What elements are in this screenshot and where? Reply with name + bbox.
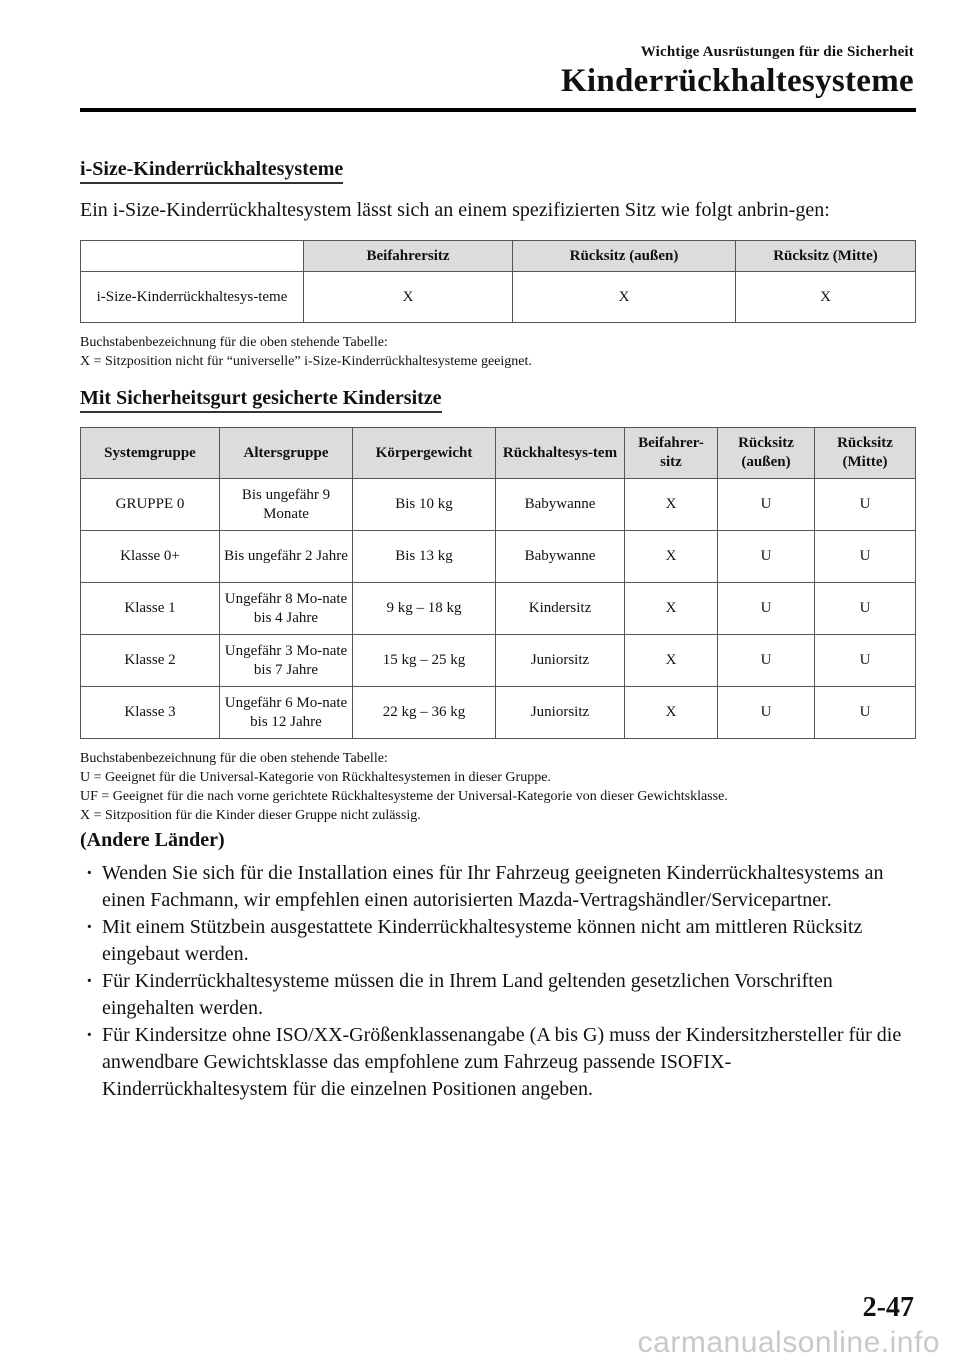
table-header-row [81, 428, 916, 479]
legend-line: X = Sitzposition nicht für “universelle” i-Size-Kinderrückhaltesysteme geeignet. [80, 354, 532, 369]
table-cell: X [736, 272, 916, 323]
table-legend [80, 333, 916, 371]
table-cell: Klasse 0+ [81, 531, 220, 583]
legend-line: Buchstabenbezeichnung für die oben stehende Tabelle: [80, 335, 388, 350]
table-cell: GRUPPE 0 [81, 479, 220, 531]
table-cell: U [718, 583, 815, 635]
table-cell: U [815, 687, 916, 739]
chapter-subtitle: Wichtige Ausrüstungen für die Sicherheit [640, 44, 914, 60]
table-header-cell: Beifahrersitz [304, 241, 513, 272]
table-header-cell: Beifahrer-sitz [625, 428, 718, 479]
section-heading-seatbelt: Mit Sicherheitsgurt gesicherte Kindersitze [80, 387, 442, 413]
table-cell: Juniorsitz [496, 635, 625, 687]
table-row [81, 531, 916, 583]
legend-line: Buchstabenbezeichnung für die oben stehende Tabelle: [80, 751, 388, 766]
table-cell: X [625, 635, 718, 687]
table-cell: Ungefähr 6 Mo-nate bis 12 Jahre [220, 687, 353, 739]
table-row [81, 479, 916, 531]
isize-table [80, 240, 916, 323]
table-cell: U [815, 531, 916, 583]
table-cell: 9 kg – 18 kg [353, 583, 496, 635]
table-header-cell: Rücksitz (außen) [513, 241, 736, 272]
table-cell: Kindersitz [496, 583, 625, 635]
legend-line: UF = Geeignet für die nach vorne gerichtete Rückhaltesysteme der Universal-Kategorie von dieser Gewichtsklasse. [80, 789, 728, 804]
list-item [80, 914, 916, 968]
table-cell: i-Size-Kinderrückhaltesys-teme [81, 272, 304, 323]
intro-paragraph: Ein i-Size-Kinderrückhaltesystem lässt sich an einem spezifizierten Sitz wie folgt anbrin-gen: [80, 199, 830, 221]
list-item-text: Wenden Sie sich für die Installation eines für Ihr Fahrzeug geeigneten Kinderrückhaltesystems an einen Fachmann, wir empfehlen einen autorisierten Mazda-Vertragshändler/Servicepartner. [102, 862, 884, 911]
table-cell: U [718, 687, 815, 739]
bullet-list [80, 860, 916, 1103]
legend-line: U = Geeignet für die Universal-Kategorie von Rückhaltesystemen in dieser Gruppe. [80, 770, 551, 785]
table-header-cell: Rücksitz (Mitte) [736, 241, 916, 272]
table-row [81, 272, 916, 323]
table-header-cell: Altersgruppe [220, 428, 353, 479]
list-item-text: Für Kindersitze ohne ISO/XX-Größenklassenangabe (A bis G) muss der Kindersitzhersteller für die anwendbare Gewichtsklasse das empfohlene zum Fahrzeug passende ISOFIX-Kinderrückhaltesystem für die einzelnen Positionen angeben. [102, 1024, 902, 1100]
table-cell: X [625, 479, 718, 531]
table-cell: 15 kg – 25 kg [353, 635, 496, 687]
table-cell: U [815, 479, 916, 531]
table-cell: Bis 10 kg [353, 479, 496, 531]
table-header-cell: Rückhaltesys-tem [496, 428, 625, 479]
table-cell: Bis ungefähr 2 Jahre [220, 531, 353, 583]
table-cell: U [815, 635, 916, 687]
table-header-cell: Rücksitz (außen) [718, 428, 815, 479]
table-cell: Ungefähr 3 Mo-nate bis 7 Jahre [220, 635, 353, 687]
table-cell: Juniorsitz [496, 687, 625, 739]
page-content [80, 158, 916, 1103]
table-cell: Babywanne [496, 479, 625, 531]
table-header-row [81, 241, 916, 272]
chapter-title: Kinderrückhaltesysteme [560, 63, 914, 99]
table-cell: U [718, 531, 815, 583]
table-cell: Bis ungefähr 9 Monate [220, 479, 353, 531]
list-item-text: Mit einem Stützbein ausgestattete Kinderrückhaltesysteme können nicht am mittleren Rücksitz eingebaut werden. [102, 916, 863, 965]
table-header-cell: Rücksitz (Mitte) [815, 428, 916, 479]
section-heading-isize: i-Size-Kinderrückhaltesysteme [80, 158, 343, 184]
list-item [80, 1022, 916, 1103]
table-row [81, 687, 916, 739]
table-cell: Klasse 3 [81, 687, 220, 739]
table-cell: 22 kg – 36 kg [353, 687, 496, 739]
header-rule [80, 108, 916, 112]
table-cell: U [718, 479, 815, 531]
table-cell: Bis 13 kg [353, 531, 496, 583]
section-heading-other-countries: (Andere Länder) [80, 829, 225, 851]
table-cell: Ungefähr 8 Mo-nate bis 4 Jahre [220, 583, 353, 635]
page-header [561, 44, 914, 100]
table-header-cell: Systemgruppe [81, 428, 220, 479]
bullet-icon: · [86, 916, 93, 938]
list-item [80, 968, 916, 1022]
table-cell: X [513, 272, 736, 323]
list-item-text: Für Kinderrückhaltesysteme müssen die in Ihrem Land geltenden gesetzlichen Vorschriften eingehalten werden. [102, 970, 833, 1019]
bullet-icon: · [86, 1024, 93, 1046]
table-row [81, 583, 916, 635]
table-cell: X [625, 583, 718, 635]
table-cell: U [815, 583, 916, 635]
table-cell: U [718, 635, 815, 687]
table-header-cell: Körpergewicht [353, 428, 496, 479]
page-number: 2-47 [862, 1292, 914, 1323]
table-cell: Klasse 2 [81, 635, 220, 687]
table-cell: X [625, 531, 718, 583]
table-cell: X [625, 687, 718, 739]
table-header-cell [81, 241, 304, 272]
seatbelt-table [80, 427, 916, 739]
table-legend [80, 749, 916, 825]
table-cell: X [304, 272, 513, 323]
table-cell: Babywanne [496, 531, 625, 583]
bullet-icon: · [86, 862, 93, 884]
legend-line: X = Sitzposition für die Kinder dieser Gruppe nicht zulässig. [80, 808, 421, 823]
table-cell: Klasse 1 [81, 583, 220, 635]
table-row [81, 635, 916, 687]
watermark: carmanualsonline.info [637, 1326, 940, 1359]
list-item [80, 860, 916, 914]
bullet-icon: · [86, 970, 93, 992]
